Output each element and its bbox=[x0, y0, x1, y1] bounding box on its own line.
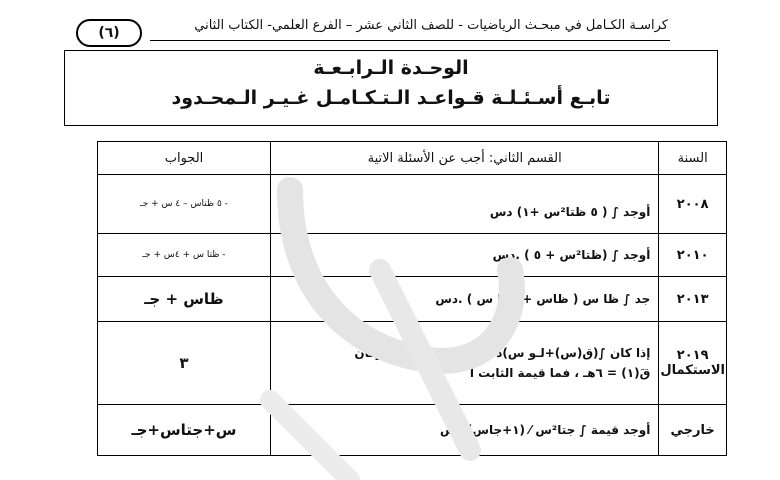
header-text: كراسـة الكـامل في مبحـث الرياضيات - للصف الثاني عشر – الفرع العلمي- الكتاب الثاني bbox=[194, 18, 668, 33]
year-session: الاستكمال bbox=[660, 363, 725, 378]
header-answer: الجواب bbox=[98, 142, 271, 175]
table-header-row bbox=[98, 142, 727, 175]
table-row bbox=[98, 322, 727, 405]
question-cell: أوجد ∫ (ظتا²س + ٥ ) .دس bbox=[271, 234, 659, 277]
header-underline bbox=[150, 40, 670, 41]
year-cell: ٢٠١٠ bbox=[659, 234, 727, 277]
table-row bbox=[98, 175, 727, 234]
question-text-continued: قَ(١) = ٦هـ ، فما قيمة الثابت أ bbox=[469, 366, 651, 380]
table-row bbox=[98, 234, 727, 277]
unit-title: الوحـدة الـرابـعـة bbox=[313, 57, 469, 79]
question-cell bbox=[271, 175, 659, 234]
question-cell: جد ∫ ظا س ( ظاس + ظتا س ) .دس bbox=[271, 277, 659, 322]
year-cell bbox=[659, 322, 727, 405]
answer-cell: ٣ bbox=[98, 322, 271, 405]
question-cell bbox=[271, 322, 659, 405]
year-cell: ٢٠١٣ bbox=[659, 277, 727, 322]
header-year: السنة bbox=[659, 142, 727, 175]
answer-cell: ظاس + جـ bbox=[98, 277, 271, 322]
page-header bbox=[0, 0, 780, 48]
unit-title-box bbox=[64, 50, 718, 126]
unit-subtitle: تابـع أسـئـلـة قـواعـد الـتـكـامـل غـيـر الـمحـدود bbox=[171, 87, 611, 109]
year-cell: خارجي bbox=[659, 405, 727, 456]
questions-table bbox=[97, 141, 727, 456]
answer-cell: - ٥ ظتاس – ٤ س + جـ bbox=[98, 175, 271, 234]
answer-cell: س+جتاس+جـ bbox=[98, 405, 271, 456]
question-text: أوجد ∫ ( ٥ ظتا²س +١) دس bbox=[489, 205, 651, 219]
year-cell: ٢٠٠٨ bbox=[659, 175, 727, 234]
header-question: القسم الثاني: أجب عن الأسئلة الاتية bbox=[271, 142, 659, 175]
question-text: إذا كان ∫(ق(س)+لـو س)دس = اهـ^س – ٦ ، وكان bbox=[354, 346, 651, 360]
table-row bbox=[98, 405, 727, 456]
answer-cell: - ظتا س + ٤س + جـ bbox=[98, 234, 271, 277]
page-number-badge: (٦) bbox=[76, 19, 142, 47]
page-number: ٦ bbox=[104, 25, 114, 41]
question-cell: أوجد قيمة ∫ جتا²س ⁄ (١+جاس) دس bbox=[271, 405, 659, 456]
table-row bbox=[98, 277, 727, 322]
year-value: ٢٠١٩ bbox=[676, 348, 709, 363]
